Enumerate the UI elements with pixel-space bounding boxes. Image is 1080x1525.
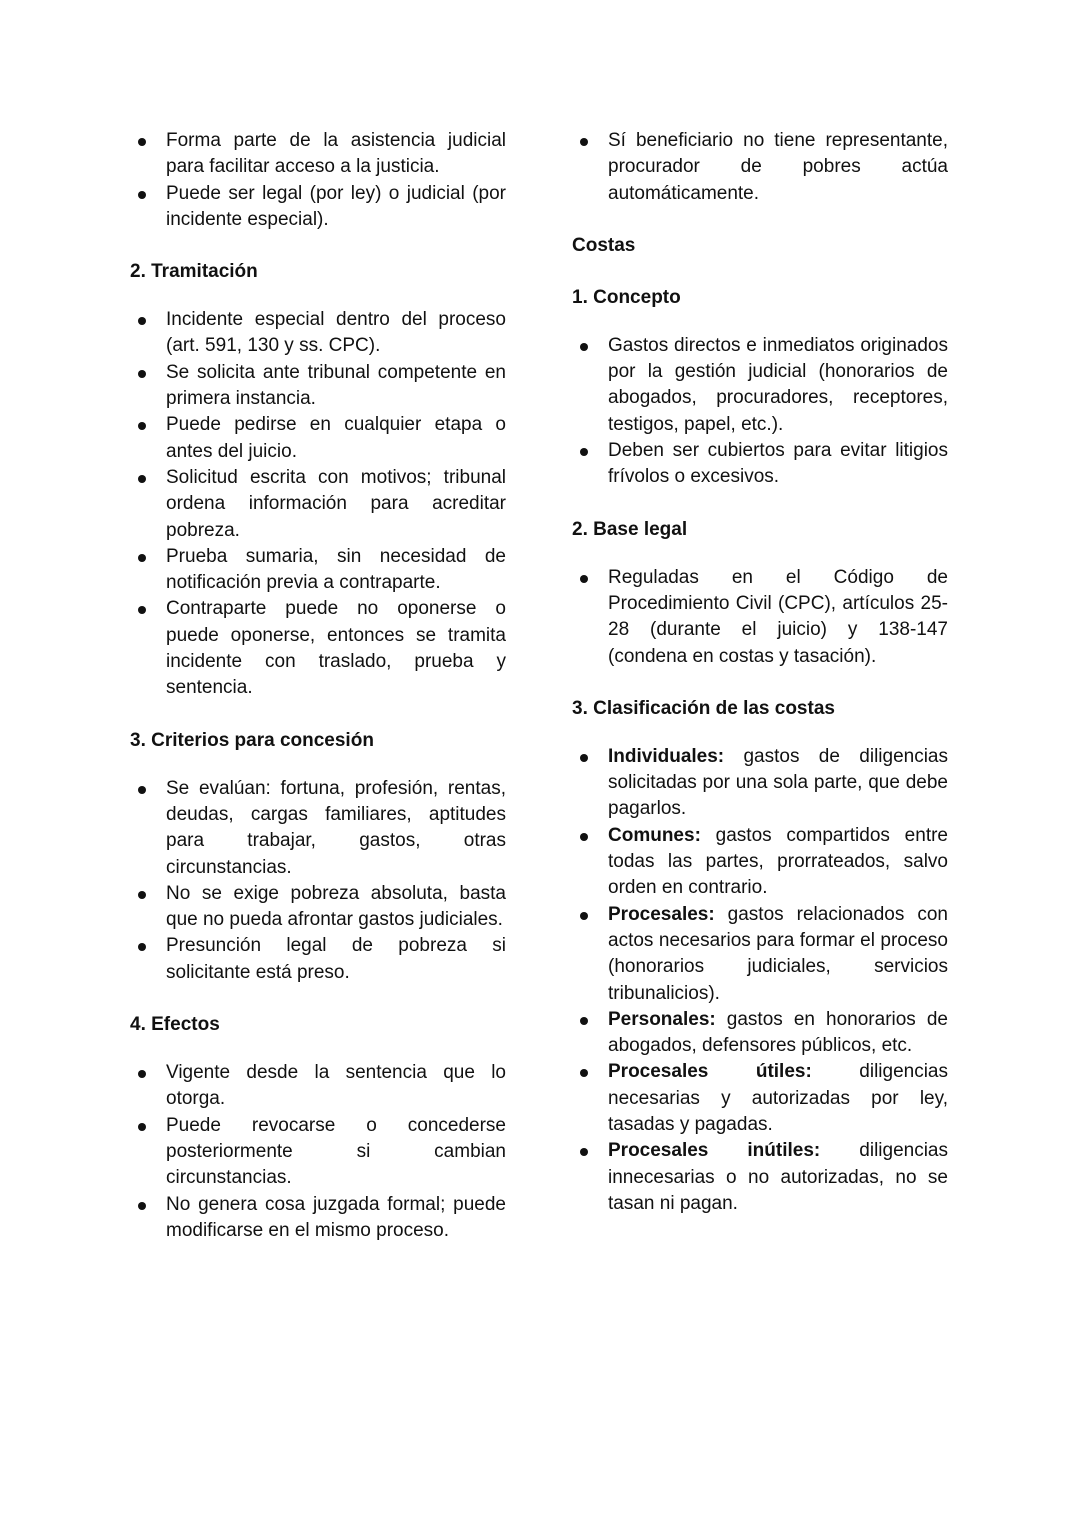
term-label: Comunes:	[608, 824, 701, 846]
intro-bullet-list	[130, 128, 506, 233]
efectos-bullet-list	[130, 1060, 506, 1244]
list-item	[608, 823, 948, 902]
list-item: Sí beneficiario no tiene representante, procurador de pobres actúa automáticamente.	[608, 128, 948, 207]
right-column	[572, 128, 952, 1217]
list-item	[608, 902, 948, 1007]
left-column	[130, 128, 510, 1244]
base-legal-bullet-list	[572, 565, 948, 670]
list-item: Prueba sumaria, sin necesidad de notificación previa a contraparte.	[166, 544, 506, 597]
term-label: Procesales útiles:	[608, 1061, 812, 1083]
list-item: Solicitud escrita con motivos; tribunal ordena información para acreditar pobreza.	[166, 465, 506, 544]
section-heading-base-legal: 2. Base legal	[572, 518, 688, 540]
intro-bullet-list	[572, 128, 948, 207]
list-item: Puede ser legal (por ley) o judicial (por incidente especial).	[166, 181, 506, 234]
concepto-bullet-list	[572, 333, 948, 491]
clasificacion-bullet-list	[572, 744, 948, 1217]
term-label: Procesales inútiles:	[608, 1140, 821, 1162]
section-heading-tramitacion: 2. Tramitación	[130, 261, 258, 283]
list-item: Reguladas en el Código de Procedimiento Civil (CPC), artículos 25-28 (durante el juicio) y 138-147 (condena en costas y tasación).	[608, 565, 948, 670]
list-item: Puede pedirse en cualquier etapa o antes del juicio.	[166, 412, 506, 465]
list-item	[608, 1007, 948, 1060]
list-item: Se evalúan: fortuna, profesión, rentas, deudas, cargas familiares, aptitudes para trabajar, gastos, otras circunstancias.	[166, 776, 506, 881]
list-item	[608, 1138, 948, 1217]
list-item: No genera cosa juzgada formal; puede modificarse en el mismo proceso.	[166, 1192, 506, 1245]
list-item: Puede revocarse o concederse posteriormente si cambian circunstancias.	[166, 1113, 506, 1192]
section-heading-clasificacion: 3. Clasificación de las costas	[572, 697, 835, 719]
term-description: gastos relacionados con actos necesarios para formar el proceso (honorarios judiciales, servicios tribunalicios).	[608, 903, 948, 1004]
list-item: No se exige pobreza absoluta, basta que no pueda afrontar gastos judiciales.	[166, 881, 506, 934]
list-item: Vigente desde la sentencia que lo otorga.	[166, 1060, 506, 1113]
term-label: Personales:	[608, 1008, 716, 1030]
list-item	[608, 1059, 948, 1138]
term-description: diligencias innecesarias o no autorizadas, no se tasan ni pagan.	[608, 1140, 948, 1214]
list-item: Deben ser cubiertos para evitar litigios frívolos o excesivos.	[608, 438, 948, 491]
term-description: diligencias necesarias y autorizadas por ley, tasadas y pagadas.	[608, 1061, 948, 1136]
tramitacion-bullet-list	[130, 307, 506, 701]
list-item: Incidente especial dentro del proceso (art. 591, 130 y ss. CPC).	[166, 307, 506, 360]
section-heading-efectos: 4. Efectos	[130, 1014, 220, 1036]
list-item: Gastos directos e inmediatos originados por la gestión judicial (honorarios de abogados, procuradores, receptores, testigos, papel, etc.).	[608, 333, 948, 438]
list-item: Forma parte de la asistencia judicial para facilitar acceso a la justicia.	[166, 128, 506, 181]
list-item: Contraparte puede no oponerse o puede oponerse, entonces se tramita incidente con traslado, prueba y sentencia.	[166, 596, 506, 701]
term-description: gastos compartidos entre todas las partes, prorrateados, salvo orden en contrario.	[608, 824, 948, 899]
main-title-costas: Costas	[572, 234, 636, 256]
list-item	[608, 744, 948, 823]
section-heading-criterios: 3. Criterios para concesión	[130, 729, 374, 751]
term-description: gastos en honorarios de abogados, defensores públicos, etc.	[608, 1008, 948, 1057]
list-item: Se solicita ante tribunal competente en primera instancia.	[166, 360, 506, 413]
term-label: Individuales:	[608, 745, 725, 767]
term-label: Procesales:	[608, 903, 715, 925]
criterios-bullet-list	[130, 776, 506, 986]
list-item: Presunción legal de pobreza si solicitante está preso.	[166, 933, 506, 986]
section-heading-concepto: 1. Concepto	[572, 286, 681, 308]
term-description: gastos de diligencias solicitadas por una sola parte, que debe pagarlos.	[608, 745, 948, 820]
